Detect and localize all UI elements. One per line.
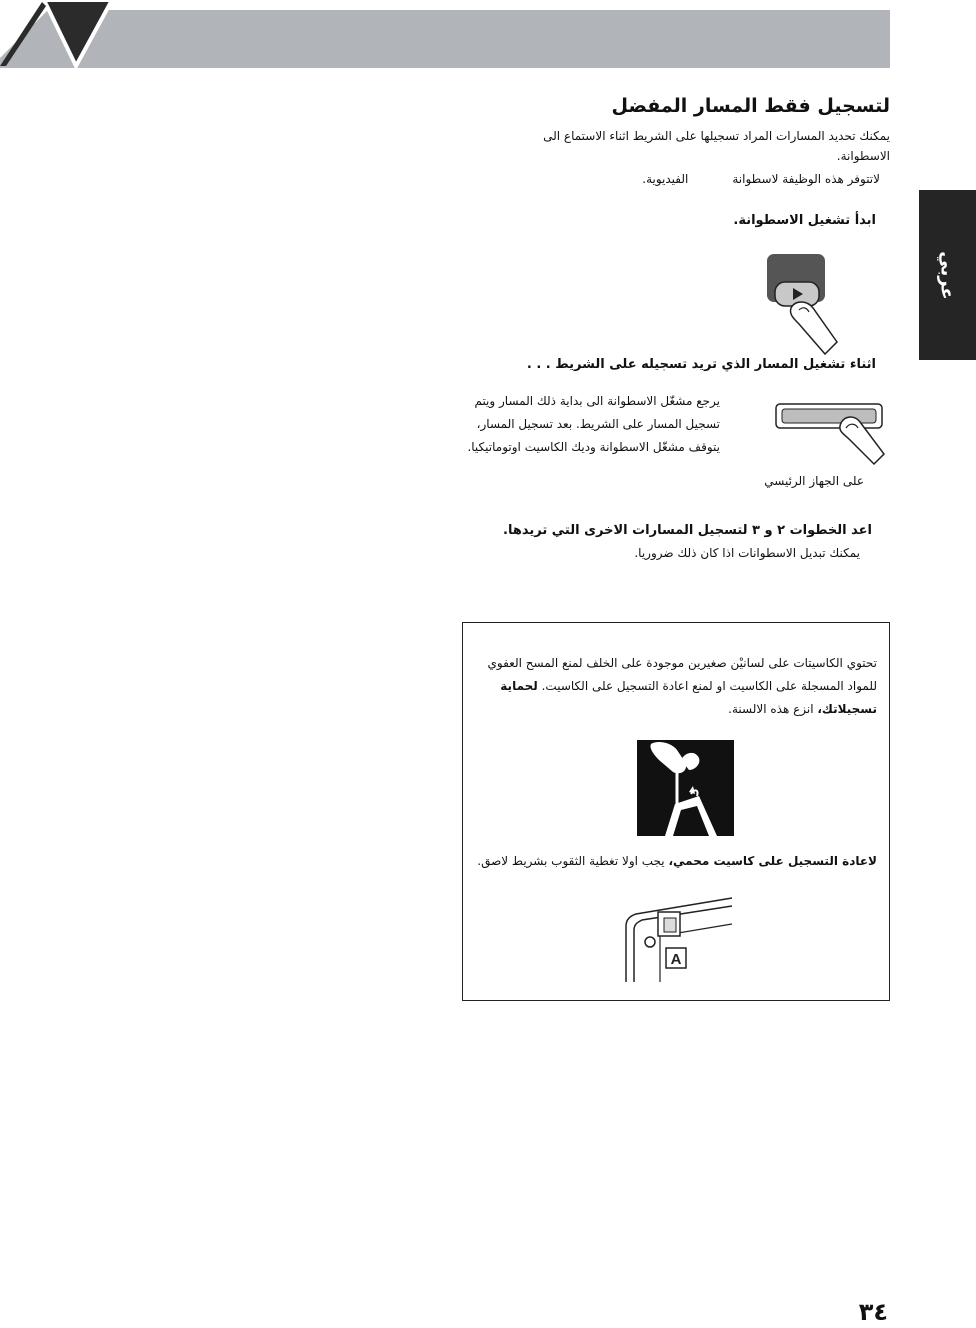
language-tab-label-wrap (919, 190, 976, 360)
section-title: لتسجيل فقط المسار المفضل (611, 95, 890, 117)
step3-subtext: يمكنك تبديل الاسطوانات اذا كان ذلك ضروريا. (634, 546, 860, 560)
language-tab-label: عربي (937, 250, 958, 300)
record-button-illustration (770, 396, 890, 466)
step2-body: يرجع مشغّل الاسطوانة الى بداية ذلك المسار ويتم تسجيل المسار على الشريط. بعد تسجيل المسار، يتوقف مشغّل الاسطوانة وديك الكاسيت اوتوماتيكيا. (467, 394, 720, 454)
protection-p1-normal: تحتوي الكاسيتات على لسانيْن صغيرين موجودة على الخلف لمنع المسح العفوي للمواد المسجلة على الكاسيت او لمنع اعادة التسجيل على الكاسيت. (487, 656, 877, 693)
step2-title: اثناء تشغيل المسار الذي تريد تسجيله على الشريط . . . (526, 357, 876, 372)
section-note (580, 172, 880, 186)
note-part-a: لاتتوفر هذه الوظيفة لاسطوانة (732, 172, 880, 186)
protection-p2-bold: لاعادة التسجيل على كاسيت محمي، (668, 854, 877, 868)
note-part-b: الفيديوية. (642, 172, 689, 186)
step3-title: اعد الخطوات ٢ و ٣ لتسجيل المسارات الاخرى التي تريدها. (503, 523, 872, 538)
chapter-marker-triangle (0, 0, 115, 70)
protection-paragraph-2 (477, 850, 877, 873)
step1-title: ابدأ تشغيل الاسطوانة. (733, 213, 876, 228)
tab-removal-illustration (637, 740, 734, 836)
play-button-illustration (755, 250, 840, 360)
protection-p1-tail: انزع هذه الالسنة. (728, 702, 814, 716)
protection-paragraph-1 (477, 652, 877, 721)
protection-p1-bold: لحماية تسجيلاتك، (500, 679, 877, 716)
cassette-tape-illustration (620, 896, 736, 982)
cassette-label-a: A (670, 951, 682, 968)
header-band (0, 10, 890, 68)
page-number: ٣٤ (858, 1298, 888, 1326)
protection-p2-normal: يجب اولا تغطية الثقوب بشريط لاصق. (477, 854, 665, 868)
section-intro: يمكنك تحديد المسارات المراد تسجيلها على الشريط اثناء الاستماع الى الاسطوانة. (543, 129, 890, 163)
device-label: على الجهاز الرئيسي (764, 474, 864, 488)
